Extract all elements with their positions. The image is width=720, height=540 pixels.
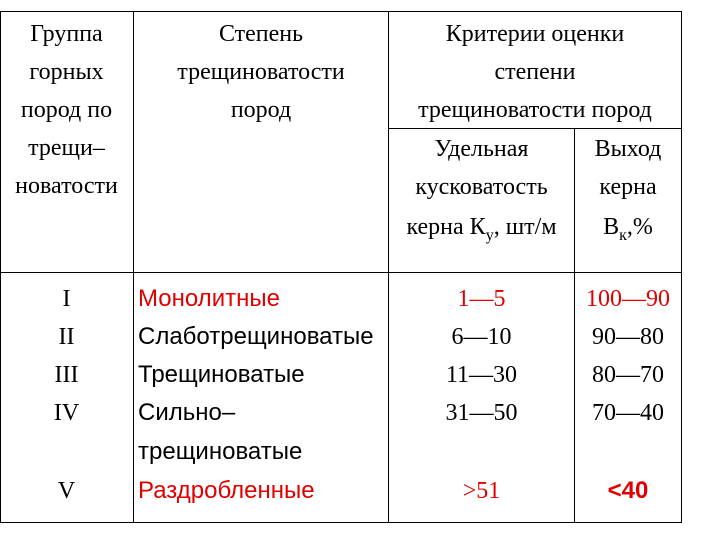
header-group-line-3: пород по <box>20 97 113 123</box>
row-specific-5: >51 <box>462 478 501 504</box>
header-group-line-2: горных <box>29 59 104 85</box>
table-border-top <box>0 11 682 12</box>
header-degree-line-3: пород <box>230 97 292 123</box>
row-yield-3: 80—70 <box>592 362 664 388</box>
row-specific-2: 6—10 <box>451 324 512 350</box>
row-specific-4: 31—50 <box>445 400 518 426</box>
header-specific-unit-suffix: , шт/м <box>493 214 557 240</box>
header-yield-unit-prefix: В <box>603 214 620 240</box>
header-specific-unit <box>389 208 574 255</box>
header-group-line-5: новатости <box>15 173 118 199</box>
table-border-right <box>681 11 682 523</box>
header-degree-line-2: трещиноватости <box>177 59 345 85</box>
row-yield-5: <40 <box>607 477 649 504</box>
row-degree-3: Трещиноватые <box>138 361 305 388</box>
header-yield-unit-sub: к <box>619 227 627 244</box>
header-criteria-line-1: Критерии оценки <box>445 21 625 47</box>
header-criteria-line-3: трещиноватости пород <box>418 97 652 123</box>
row-degree-1: Монолитные <box>138 285 280 312</box>
row-group-1: I <box>62 286 71 312</box>
row-yield-1: 100—90 <box>586 286 670 312</box>
row-specific-1: 1—5 <box>457 286 506 312</box>
row-specific-3: 11—30 <box>445 362 518 388</box>
header-yield-line-2: керна <box>599 174 657 200</box>
header-specific-unit-sub: у <box>485 227 494 244</box>
row-yield-2: 90—80 <box>592 324 664 350</box>
header-yield-line-1: Выход <box>594 136 662 162</box>
header-group-line-1: Группа <box>30 21 103 47</box>
header-specific-line-1: Удельная <box>434 136 529 162</box>
row-group-5: V <box>57 478 76 504</box>
row-group-2: II <box>58 324 75 350</box>
row-degree-2: Слаботрещиноватые <box>138 323 374 350</box>
header-yield-unit <box>575 208 681 255</box>
header-criteria-line-2: степени <box>494 59 576 85</box>
row-group-3: III <box>54 362 79 388</box>
header-specific-line-2: кусковатость <box>415 174 548 200</box>
row-degree-4-cont: трещиноватые <box>138 438 303 465</box>
row-yield-4: 70—40 <box>592 400 664 426</box>
header-specific-unit-prefix: керна К <box>406 214 486 240</box>
header-divider <box>0 272 682 273</box>
table-border-bottom <box>0 522 682 523</box>
row-group-4: IV <box>53 400 80 426</box>
header-group-line-4: трещи– <box>28 135 105 161</box>
row-degree-4: Сильно– <box>138 399 236 426</box>
row-degree-5: Раздробленные <box>138 477 315 504</box>
header-yield-unit-suffix: ,% <box>626 214 653 240</box>
header-degree-line-1: Степень <box>218 21 304 47</box>
